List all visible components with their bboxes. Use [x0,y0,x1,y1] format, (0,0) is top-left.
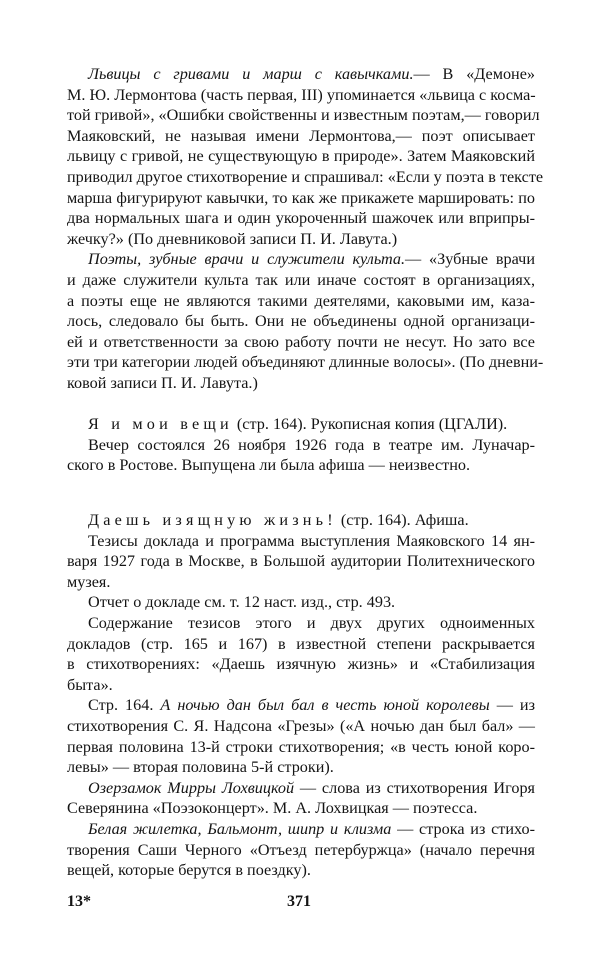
text-line: Я и мои вещи (стр. 164). Рукописная копия (ЦГАЛИ). [88,415,508,433]
text-line: ей и ответственности за свою работу почти не несут. Но зато все [67,332,535,351]
note-paragraph [67,778,535,819]
note-paragraph [67,592,535,613]
note-paragraph-poety [67,249,544,393]
text-line: Поэты, зубные врачи и служители культа.— «Зубные врачи [88,250,535,269]
text-line: музея. [67,572,111,591]
text-line: ковой записи П. И. Лавута.) [67,373,258,392]
text-line: М. Ю. Лермонтова (часть первая, III) упоминается «львица с косма- [67,85,536,104]
text-line: варя 1927 года в Москве, в Большой аудитории Политехнического [67,552,535,571]
text-line: Отчет о докладе см. т. 12 наст. изд., стр. 493. [88,593,396,612]
text-line: Белая жилетка, Бальмонт, шипр и клизма — строка из стихо- [88,819,535,838]
note-paragraph [67,435,535,476]
text-line: в стихотворениях: «Даешь изячную жизнь» и «Стабилизация [67,655,535,674]
text-line: творения Саши Черного «Отъезд петербуржца» (начало перечня [67,840,535,859]
note-lemma: Львицы с гривами и марш с кавычками. [88,65,414,83]
text-line: и даже служители культа так или иначе состоят в организациях, [67,270,535,289]
text-line: Тезисы доклада и программа выступления Маяковского 14 ян- [88,531,535,550]
note-paragraph [67,613,535,695]
note-heading-daesh-izyashchnuyu-zhizn [67,510,535,531]
note-paragraph-lvitsy [67,64,544,249]
text-line: Львицы с гривами и марш с кавычками.— В «Демоне» [88,65,535,83]
poem-title: Даешь изящную жизнь! [88,511,337,529]
text-line: Вечер состоялся 26 ноября 1926 года в театре им. Луначар- [88,435,535,454]
text-line: лось, следовало бы быть. Они не объединены одной организаци- [67,312,535,331]
text-line: приводил другое стихотворение и спрашивал: «Если у поэта в тексте [67,167,544,186]
text-line: львицу с гривой, не существующую в природе». Затем Маяковский [67,147,535,166]
printer-signature: 13* [67,893,91,910]
note-lemma: Озерзамок Мирры Лохвицкой [88,778,295,797]
notes-section-1 [67,64,544,394]
note-paragraph [67,819,535,881]
text-line: первая половина 13-й строки стихотворения; «в честь юной коро- [67,737,535,756]
text-line: марша фигурируют кавычки, то как же прикажете маршировать: по [67,188,535,207]
text-line: два нормальных шага и один укороченный шажочек или вприпры- [67,209,535,228]
text-line: жечку?» (По дневниковой записи П. И. Лавута.) [67,229,398,248]
text-line: той гривой», «Ошибки свойственны и известным поэтам,— говорил [67,106,540,125]
text-line: а поэты еще не являются такими деятелями, каковыми им, каза- [67,291,535,310]
text-line: эти три категории людей объединяют длинные волосы». (По дневни- [67,353,544,372]
text-line: вещей, которые берутся в поездку). [67,861,311,880]
page-number: 371 [287,893,311,910]
notes-section-3 [67,510,535,881]
note-paragraph [67,531,535,593]
notes-section-2 [67,414,535,476]
note-heading-ya-i-moi-veshchi [67,414,535,435]
text-line: Стр. 164. А ночью дан был бал в честь юной королевы — из [88,696,535,715]
text-line: Даешь изящную жизнь! (стр. 164). Афиша. [88,511,469,529]
text-line: быта». [67,675,113,694]
text-line: Северянина «Поэзоконцерт». М. А. Лохвицкая — поэтесса. [67,799,478,818]
note-lemma: Поэты, зубные врачи и служители культа. [88,250,406,269]
text-line: ского в Ростове. Выпущена ли была афиша — неизвестно. [67,456,471,475]
note-lemma: Белая жилетка, Бальмонт, шипр и клизма [88,819,392,838]
note-paragraph [67,695,535,777]
note-lemma: А ночью дан был бал в честь юной королевы [160,696,490,715]
poem-title: Я и мои вещи [88,415,233,433]
text-line: стихотворения С. Я. Надсона «Грезы» («А ночью дан был бал» — [67,716,535,735]
text-line: левы» — вторая половина 5-й строки). [67,758,334,777]
text-line: Озерзамок Мирры Лохвицкой — слова из стихотворения Игоря [88,778,535,797]
text-line: Маяковский, не называя имени Лермонтова,— поэт описывает [67,126,535,145]
text-line: Содержание тезисов этого и двух других одноименных [88,613,535,632]
text-line: докладов (стр. 165 и 167) в известной степени раскрывается [67,634,535,653]
